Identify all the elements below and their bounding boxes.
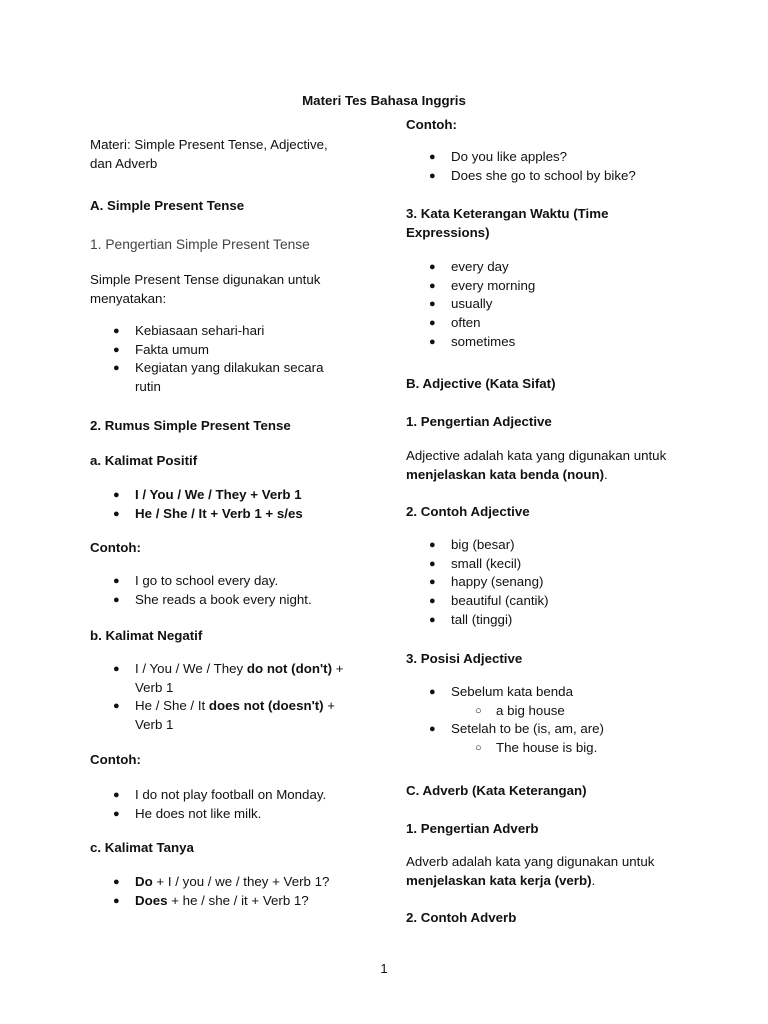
list-item	[90, 572, 360, 591]
bullet-icon: ●	[429, 151, 436, 163]
document-title: Materi Tes Bahasa Inggris	[302, 93, 466, 108]
adjective-position-heading: 3. Posisi Adjective	[406, 651, 523, 666]
sub-list-item	[406, 702, 696, 721]
list-item	[406, 277, 696, 296]
heading-line: 3. Kata Keterangan Waktu (Time	[406, 206, 609, 221]
list-item	[90, 359, 360, 396]
section-a-heading: A. Simple Present Tense	[90, 198, 245, 213]
list-item-text: rutin	[135, 379, 161, 395]
list-item	[406, 167, 696, 186]
adjective-examples-list	[406, 536, 696, 630]
bullet-icon: ●	[113, 700, 120, 713]
list-item-text: every morning	[451, 277, 536, 293]
list-item	[90, 697, 360, 734]
list-item-text: Does she go to school by bike?	[451, 167, 636, 183]
bullet-icon: ●	[429, 261, 436, 273]
list-item	[406, 148, 696, 167]
bullet-icon: ●	[429, 335, 436, 348]
definition-paragraph	[90, 270, 360, 308]
definition-bold: menjelaskan kata kerja (verb)	[406, 873, 592, 888]
list-item-text: He / She / It	[135, 698, 209, 714]
list-item-text: usually	[451, 296, 493, 312]
bullet-icon: ●	[113, 663, 120, 675]
definition-text: .	[591, 873, 596, 888]
adjective-position-list	[406, 683, 696, 758]
bullet-icon: ●	[429, 298, 436, 311]
bullet-icon: ●	[429, 595, 436, 608]
list-item-text: sometimes	[451, 333, 516, 349]
adverb-examples-heading: 2. Contoh Adverb	[406, 910, 517, 925]
list-item-text: Sebelum kata benda	[451, 684, 573, 699]
list-item	[90, 591, 360, 610]
page-number: 1	[380, 961, 388, 976]
contoh-label: Contoh:	[406, 117, 457, 132]
bullet-icon: ●	[113, 489, 120, 501]
list-item-bold: Does	[135, 892, 168, 908]
list-item-text: She reads a book every night.	[135, 591, 312, 607]
positif-examples-list	[90, 572, 360, 609]
list-item-text: a big house	[496, 702, 565, 718]
list-item	[90, 341, 360, 360]
bullet-icon: ●	[429, 317, 436, 330]
list-item-text: I / You / We / They	[135, 661, 247, 676]
list-item-bold: does not (doesn't)	[208, 698, 324, 714]
bullet-icon: ●	[429, 576, 436, 589]
negatif-formula-list	[90, 660, 360, 735]
list-item-text: tall (tinggi)	[451, 611, 513, 627]
bullet-icon: ●	[113, 876, 120, 888]
list-item-text: He does not like milk.	[135, 805, 262, 821]
bullet-icon: ●	[429, 557, 436, 570]
adverb-definition-paragraph	[406, 852, 696, 890]
question-examples-list	[406, 148, 696, 185]
adjective-definition-paragraph	[406, 446, 696, 484]
definition-bold: menjelaskan kata benda (noun)	[406, 467, 605, 482]
bullet-icon: ●	[113, 575, 120, 587]
list-item	[90, 486, 360, 505]
bullet-icon: ●	[113, 789, 120, 801]
list-item	[406, 258, 696, 277]
definition-line: menyatakan:	[90, 291, 167, 306]
list-item-text: Fakta umum	[135, 341, 209, 357]
bullet-icon: ●	[429, 686, 436, 698]
list-item-text: often	[451, 315, 481, 331]
bullet-icon: ●	[429, 279, 436, 292]
definition-line: Simple Present Tense digunakan untuk	[90, 272, 321, 287]
bullet-icon: ●	[429, 539, 436, 551]
list-item-text: He / She / It + Verb 1 + s/es	[135, 505, 303, 521]
list-item	[406, 720, 696, 739]
definition-line: Adjective adalah kata yang digunakan untuk	[406, 448, 667, 463]
definition-line: Adverb adalah kata yang digunakan untuk	[406, 854, 655, 869]
list-item-text: happy (senang)	[451, 574, 544, 590]
list-item	[90, 892, 360, 911]
bullet-icon: ●	[113, 507, 120, 520]
tanya-heading: c. Kalimat Tanya	[90, 840, 194, 855]
adjective-definition-heading: 1. Pengertian Adjective	[406, 414, 552, 429]
section-b-heading: B. Adjective (Kata Sifat)	[406, 376, 556, 391]
list-item-text: beautiful (cantik)	[451, 593, 549, 609]
list-item-text: +	[332, 661, 344, 676]
bullet-icon: ●	[113, 343, 120, 356]
list-item-bold: do not (don't)	[246, 661, 332, 676]
list-item	[406, 683, 696, 702]
list-item-text: small (kecil)	[451, 555, 522, 571]
positif-formula-list	[90, 486, 360, 523]
list-item	[90, 805, 360, 824]
bullet-icon: ●	[113, 325, 120, 337]
list-item-text: Do you like apples?	[451, 149, 568, 164]
list-item	[406, 536, 696, 555]
materi-line: Materi: Simple Present Tense, Adjective,	[90, 137, 328, 152]
list-item	[406, 295, 696, 314]
list-item	[406, 333, 696, 352]
contoh-label: Contoh:	[90, 752, 141, 767]
list-item	[90, 322, 360, 341]
bullet-icon: ●	[113, 593, 120, 606]
list-item	[406, 611, 696, 630]
negatif-examples-list	[90, 786, 360, 823]
list-item-text: Verb 1	[135, 717, 174, 733]
list-item	[406, 592, 696, 611]
list-item	[90, 505, 360, 524]
definition-line	[406, 871, 696, 890]
list-item	[406, 573, 696, 592]
uses-list	[90, 322, 360, 397]
bullet-icon: ●	[113, 362, 120, 375]
list-item	[90, 873, 360, 892]
definition-line	[406, 465, 696, 484]
list-item-text: + I / you / we / they + Verb 1?	[152, 874, 330, 889]
list-item-text: Kebiasaan sehari-hari	[135, 323, 265, 338]
materi-line: dan Adverb	[90, 156, 158, 171]
definition-text: .	[604, 467, 608, 482]
contoh-label: Contoh:	[90, 540, 141, 555]
list-item-text: I / You / We / They + Verb 1	[135, 487, 302, 502]
bullet-icon: ●	[429, 613, 436, 626]
tanya-formula-list	[90, 873, 360, 910]
negatif-heading: b. Kalimat Negatif	[90, 628, 203, 643]
rumus-heading: 2. Rumus Simple Present Tense	[90, 418, 291, 433]
adjective-examples-heading: 2. Contoh Adjective	[406, 504, 530, 519]
circle-bullet-icon: ○	[475, 704, 482, 717]
time-expressions-list	[406, 258, 696, 352]
list-item	[406, 314, 696, 333]
time-expressions-heading	[406, 204, 696, 242]
sub-list-item	[406, 739, 696, 758]
subheading-pengertian: 1. Pengertian Simple Present Tense	[90, 237, 310, 252]
materi-intro	[90, 135, 360, 173]
list-item-bold: Do	[135, 874, 153, 889]
list-item	[90, 786, 360, 805]
list-item	[406, 555, 696, 574]
list-item-text: +	[323, 698, 336, 714]
positif-heading: a. Kalimat Positif	[90, 453, 198, 468]
adverb-definition-heading: 1. Pengertian Adverb	[406, 821, 539, 836]
list-item-text: Verb 1	[135, 679, 174, 695]
heading-line: Expressions)	[406, 225, 490, 240]
list-item-text: I do not play football on Monday.	[135, 787, 327, 802]
list-item-text: Setelah to be (is, am, are)	[451, 721, 604, 737]
list-item-text: Kegiatan yang dilakukan secara	[135, 360, 324, 376]
bullet-icon: ●	[113, 894, 120, 907]
list-item-text: every day	[451, 259, 509, 274]
list-item	[90, 660, 360, 697]
section-c-heading: C. Adverb (Kata Keterangan)	[406, 783, 587, 798]
list-item-text: big (besar)	[451, 537, 515, 552]
list-item-text: + he / she / it + Verb 1?	[167, 892, 309, 908]
bullet-icon: ●	[429, 169, 436, 182]
list-item-text: I go to school every day.	[135, 573, 279, 588]
bullet-icon: ●	[113, 807, 120, 820]
circle-bullet-icon: ○	[475, 742, 482, 755]
list-item-text: The house is big.	[496, 740, 598, 756]
bullet-icon: ●	[429, 723, 436, 736]
